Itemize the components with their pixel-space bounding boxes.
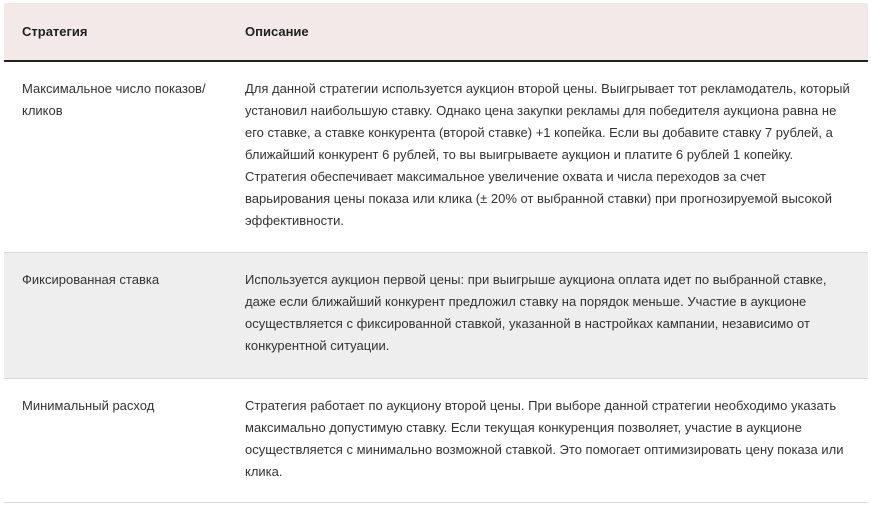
table-header-row — [4, 3, 868, 61]
strategy-name-cell: Фиксированная ставка — [4, 253, 227, 379]
strategy-description-cell: Используется аукцион первой цены: при выигрыше аукциона оплата идет по выбранной ставке, даже если ближайший конкурент предложил ставку на порядок меньше. Участие в аукционе осуществляется с фиксированной ставкой, указанной в настройках кампании, независимо от конкурентной ситуации. — [227, 253, 868, 379]
header-strategy: Стратегия — [4, 3, 227, 61]
strategy-table — [4, 3, 868, 503]
strategy-table-container — [4, 3, 868, 503]
table-row — [4, 379, 868, 503]
strategy-description-cell: Стратегия работает по аукциону второй цены. При выборе данной стратегии необходимо указать максимально допустимую ставку. Если текущая конкуренция позволяет, участие в аукционе осуществляется с минимально возможной ставкой. Это помогает оптимизировать цену показа или клика. — [227, 379, 868, 503]
table-header — [4, 3, 868, 61]
table-row — [4, 253, 868, 379]
strategy-name-cell: Максимальное число показов/кликов — [4, 61, 227, 253]
strategy-description-cell: Для данной стратегии используется аукцион второй цены. Выигрывает тот рекламодатель, который установил наибольшую ставку. Однако цена закупки рекламы для победителя аукциона равна не его ставке, а ставке конкурента (второй ставке) +1 копейка. Если вы добавите ставку 7 рублей, а ближайший конкурент 6 рублей, то вы выигрываете аукцион и платите 6 рублей 1 копейку. Стратегия обеспечивает максимальное увеличение охвата и числа переходов за счет варьирования цены показа или клика (± 20% от выбранной ставки) при прогнозируемой высокой эффективности. — [227, 61, 868, 253]
table-row — [4, 61, 868, 253]
table-body — [4, 61, 868, 503]
header-description: Описание — [227, 3, 868, 61]
strategy-name-cell: Минимальный расход — [4, 379, 227, 503]
